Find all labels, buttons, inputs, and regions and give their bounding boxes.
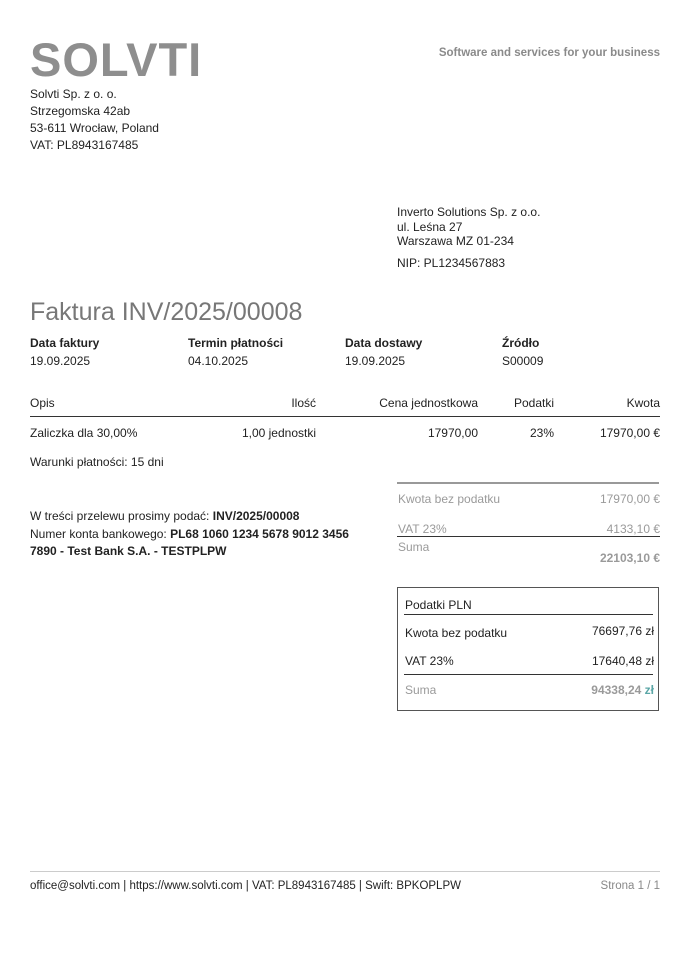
- tagline: Software and services for your business: [438, 47, 660, 59]
- pln-sum-label: Suma: [405, 683, 437, 697]
- table-header-divider: [30, 416, 660, 417]
- company-vat: VAT: PL8943167485: [30, 138, 139, 152]
- meta-value-due-date: 04.10.2025: [188, 354, 249, 368]
- pln-sum-value: [533, 683, 654, 697]
- customer-name: Inverto Solutions Sp. z o.o.: [397, 205, 541, 219]
- customer-city: Warszawa MZ 01-234: [397, 234, 514, 248]
- meta-label-due-date: Termin płatności: [188, 336, 284, 350]
- footer-divider: [30, 871, 660, 872]
- footer-contact: office@solvti.com | https://www.solvti.com | VAT: PL8943167485 | Swift: BPKOPLPW: [30, 880, 461, 892]
- customer-street: ul. Leśna 27: [397, 220, 463, 234]
- bank-account-value-continued: 7890 - Test Bank S.A. - TESTPLPW: [30, 544, 227, 558]
- meta-label-source: Źródło: [502, 336, 540, 350]
- payment-terms: Warunki płatności: 15 dni: [30, 455, 164, 469]
- bank-account-prefix: Numer konta bankowego:: [30, 527, 171, 541]
- row-unit-price: 17970,00: [427, 426, 478, 440]
- company-city: 53-611 Wrocław, Poland: [30, 121, 159, 135]
- row-taxes: 23%: [529, 426, 554, 440]
- meta-value-invoice-date: 19.09.2025: [30, 354, 91, 368]
- totals-net-value: 17970,00 €: [599, 492, 660, 506]
- col-header-quantity: Ilość: [291, 396, 316, 410]
- payment-reference-line: [30, 509, 299, 523]
- meta-value-source: S00009: [502, 354, 544, 368]
- col-header-description: Opis: [30, 396, 55, 410]
- company-name: Solvti Sp. z o. o.: [30, 87, 117, 101]
- totals-sum-value: 22103,10 €: [599, 551, 660, 565]
- pln-vat-label: VAT 23%: [405, 654, 454, 668]
- pln-sum-number: 94338,24: [591, 683, 645, 697]
- logo-text: SOLVTI: [30, 33, 203, 80]
- pln-sum-currency: zł: [644, 683, 654, 697]
- row-quantity: 1,00 jednostki: [241, 426, 316, 440]
- col-header-taxes: Podatki: [513, 396, 554, 410]
- pln-net-label: Kwota bez podatku: [405, 626, 508, 640]
- pln-vat-value: 17640,48 zł: [591, 654, 654, 668]
- customer-nip: NIP: PL1234567883: [397, 256, 506, 270]
- pln-box-title-divider: [404, 614, 653, 615]
- totals-top-divider: [397, 482, 659, 484]
- company-logo: [30, 28, 230, 80]
- totals-vat-label: VAT 23%: [398, 522, 447, 536]
- payment-reference-prefix: W treści przelewu prosimy podać:: [30, 509, 213, 523]
- meta-value-delivery-date: 19.09.2025: [345, 354, 406, 368]
- payment-reference-value: INV/2025/00008: [212, 509, 300, 523]
- meta-label-delivery-date: Data dostawy: [345, 336, 423, 350]
- company-street: Strzegomska 42ab: [30, 104, 131, 118]
- bank-account-value: PL68 1060 1234 5678 9012 3456: [170, 527, 349, 541]
- pln-taxes-box: [397, 587, 659, 711]
- page-number: Strona 1 / 1: [600, 880, 660, 892]
- col-header-amount: Kwota: [626, 396, 660, 410]
- col-header-unit-price: Cena jednostkowa: [379, 396, 478, 410]
- pln-net-value: 76697,76 zł: [591, 624, 654, 638]
- totals-sum-label: Suma: [398, 540, 430, 554]
- pln-box-title: Podatki PLN: [405, 598, 472, 612]
- invoice-title: Faktura INV/2025/00008: [30, 298, 303, 326]
- totals-vat-value: 4133,10 €: [606, 522, 660, 536]
- row-description: Zaliczka dla 30,00%: [30, 426, 138, 440]
- totals-net-label: Kwota bez podatku: [398, 492, 501, 506]
- pln-sum-divider: [404, 674, 653, 675]
- totals-vat-divider: [397, 536, 660, 537]
- meta-label-invoice-date: Data faktury: [30, 336, 100, 350]
- row-amount: 17970,00 €: [599, 426, 660, 440]
- bank-account-line: [30, 527, 349, 541]
